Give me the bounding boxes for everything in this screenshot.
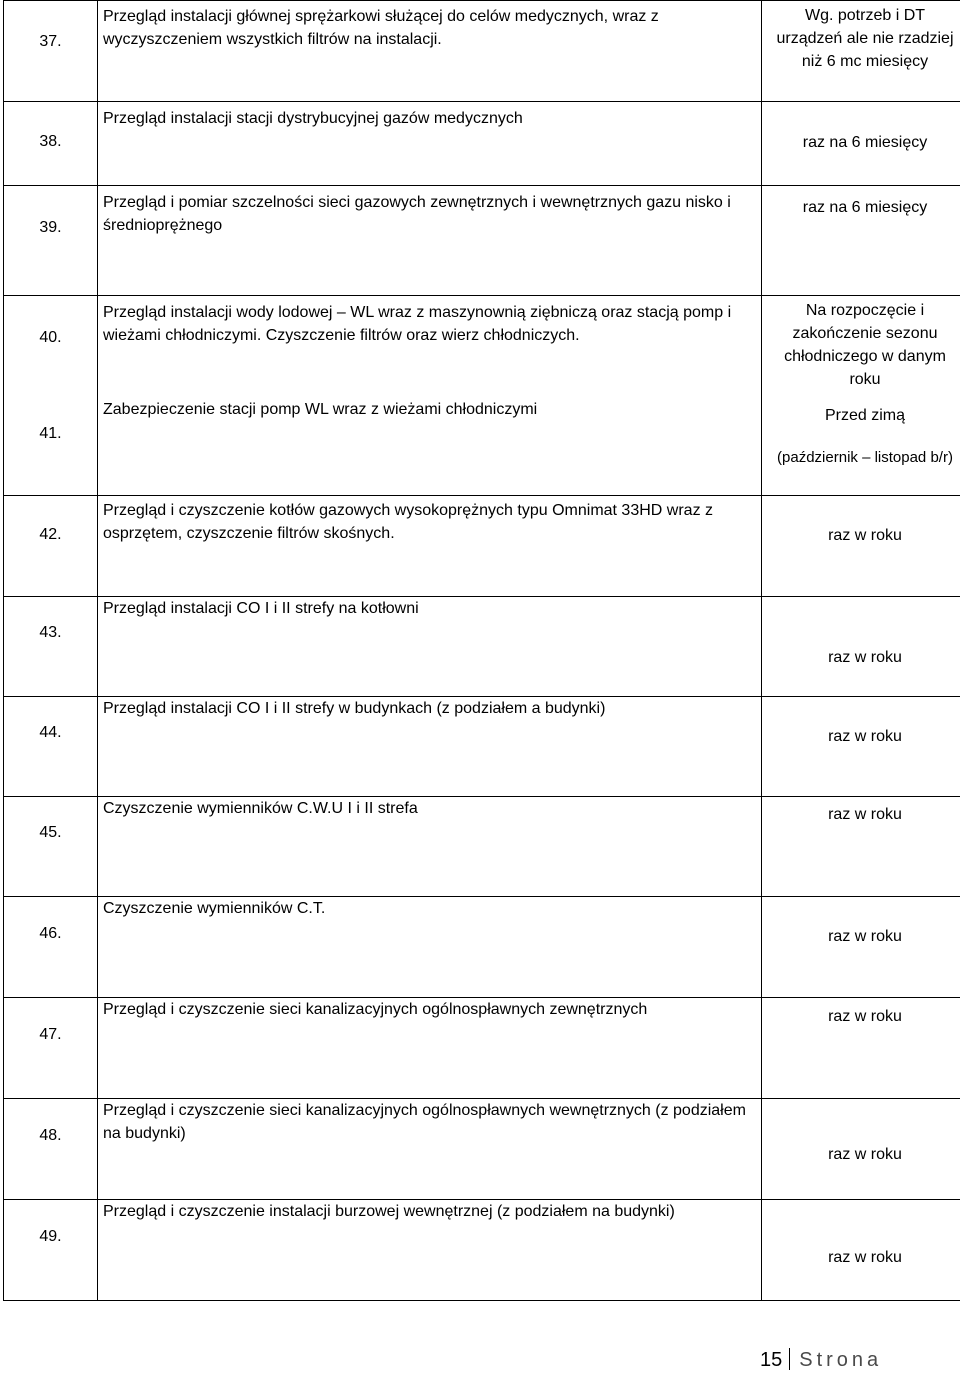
row-number: 39.: [39, 219, 62, 236]
row-description: Zabezpieczenie stacji pomp WL wraz z wieżami chłodniczymi: [103, 400, 538, 418]
row-description: Przegląd instalacji głównej sprężarkowi służącej do celów medycznych, wraz z wyczyszczeniem wszystkich filtrów na instalacji.: [103, 8, 659, 48]
description-cell: [98, 296, 762, 393]
frequency-cell: [762, 393, 960, 496]
table-row: [4, 496, 960, 597]
row-number: 48.: [39, 1127, 62, 1144]
row-frequency-note: (październik – listopad b/r): [777, 448, 953, 466]
row-description: Przegląd i czyszczenie sieci kanalizacyjnych ogólnospławnych wewnętrznych (z podziałem na budynki): [103, 1102, 746, 1142]
row-description: Przegląd i pomiar szczelności sieci gazowych zewnętrznych i wewnętrznych gazu nisko i średnioprężnego: [103, 194, 731, 234]
row-frequency: raz w roku: [828, 527, 902, 544]
row-description: Przegląd instalacji stacji dystrybucyjnej gazów medycznych: [103, 110, 523, 127]
row-description: Przegląd i czyszczenie sieci kanalizacyjnych ogólnospławnych zewnętrznych: [103, 1001, 648, 1018]
row-frequency: Przed zimą: [824, 406, 906, 424]
row-frequency: raz w roku: [828, 806, 902, 823]
description-cell: [98, 1200, 762, 1301]
row-number-cell: [4, 998, 98, 1099]
description-cell: [98, 102, 762, 186]
frequency-cell: [762, 797, 960, 897]
frequency-cell: [762, 1200, 960, 1301]
row-frequency: raz na 6 miesięcy: [802, 134, 928, 151]
row-frequency: raz w roku: [828, 928, 902, 945]
page-label: Strona: [799, 1349, 883, 1371]
table-row: [4, 998, 960, 1099]
maintenance-schedule-table: [3, 0, 960, 1301]
row-number: 43.: [39, 624, 62, 641]
description-cell: [98, 597, 762, 697]
row-description: Przegląd i czyszczenie instalacji burzowej wewnętrznej (z podziałem na budynki): [103, 1203, 675, 1220]
row-number: 38.: [39, 133, 62, 150]
row-number-cell: [4, 1200, 98, 1301]
frequency-cell: [762, 102, 960, 186]
table-row: [4, 1099, 960, 1200]
row-frequency: raz w roku: [828, 1146, 902, 1163]
row-frequency: raz w roku: [828, 649, 902, 666]
row-number: 47.: [39, 1026, 62, 1043]
table-row: [4, 697, 960, 797]
frequency-cell: [762, 597, 960, 697]
row-frequency: Wg. potrzeb i DT urządzeń ale nie rzadziej niż 6 mc miesięcy: [776, 7, 954, 70]
row-frequency: raz w roku: [828, 1249, 902, 1266]
description-cell: [98, 697, 762, 797]
table-row: [4, 1200, 960, 1301]
table-row: [4, 102, 960, 186]
description-cell: [98, 1099, 762, 1200]
row-number: 41.: [39, 424, 62, 442]
description-cell: [98, 496, 762, 597]
row-description: Czyszczenie wymienników C.W.U I i II strefa: [103, 800, 418, 817]
row-number-cell: [4, 697, 98, 797]
row-number-cell: [4, 797, 98, 897]
table-row: [4, 897, 960, 998]
row-number: 44.: [39, 724, 62, 741]
table-row: [4, 186, 960, 296]
page-footer: [760, 1346, 882, 1374]
table-row: [4, 597, 960, 697]
row-number-cell: [4, 897, 98, 998]
row-number: 49.: [39, 1228, 62, 1245]
row-description: Czyszczenie wymienników C.T.: [103, 900, 326, 917]
row-number-cell: [4, 186, 98, 296]
frequency-cell: [762, 998, 960, 1099]
frequency-cell: [762, 697, 960, 797]
row-number: 45.: [39, 824, 62, 841]
description-cell: [98, 186, 762, 296]
description-cell: [98, 393, 762, 496]
row-description: Przegląd instalacji wody lodowej – WL wraz z maszynownią ziębniczą oraz stacją pomp i wieżami chłodniczymi. Czyszczenie filtrów oraz wierz chłodniczych.: [103, 304, 732, 344]
frequency-cell: [762, 496, 960, 597]
row-frequency: Na rozpoczęcie i zakończenie sezonu chłodniczego w danym roku: [784, 302, 946, 388]
row-frequency: raz na 6 miesięcy: [802, 199, 928, 216]
description-cell: [98, 797, 762, 897]
description-cell: [98, 897, 762, 998]
row-description: Przegląd instalacji CO I i II strefy na kotłowni: [103, 600, 419, 617]
table-row: [4, 393, 960, 496]
row-number-cell: [4, 1099, 98, 1200]
row-number: 37.: [39, 33, 62, 50]
row-number-cell: [4, 496, 98, 597]
row-number: 46.: [39, 925, 62, 942]
frequency-cell: [762, 1099, 960, 1200]
row-description: Przegląd i czyszczenie kotłów gazowych wysokoprężnych typu Omnimat 33HD wraz z osprzętem, czyszczenie filtrów skośnych.: [103, 502, 714, 542]
row-frequency: raz w roku: [828, 1008, 902, 1025]
row-number-cell: [4, 102, 98, 186]
description-cell: [98, 998, 762, 1099]
row-number-cell: [4, 296, 98, 393]
table-row: [4, 797, 960, 897]
table-row: [4, 296, 960, 393]
row-number-cell: [4, 1, 98, 102]
row-frequency: raz w roku: [828, 728, 902, 745]
description-cell: [98, 1, 762, 102]
frequency-cell: [762, 1, 960, 102]
frequency-cell: [762, 897, 960, 998]
frequency-cell: [762, 186, 960, 296]
row-number: 42.: [39, 526, 62, 543]
row-number: 40.: [39, 329, 62, 346]
frequency-cell: [762, 296, 960, 393]
page-number: 15: [760, 1349, 783, 1371]
footer-divider: [789, 1348, 790, 1370]
table-row: [4, 1, 960, 102]
row-description: Przegląd instalacji CO I i II strefy w budynkach (z podziałem a budynki): [103, 700, 606, 717]
row-number-cell: [4, 393, 98, 496]
row-number-cell: [4, 597, 98, 697]
